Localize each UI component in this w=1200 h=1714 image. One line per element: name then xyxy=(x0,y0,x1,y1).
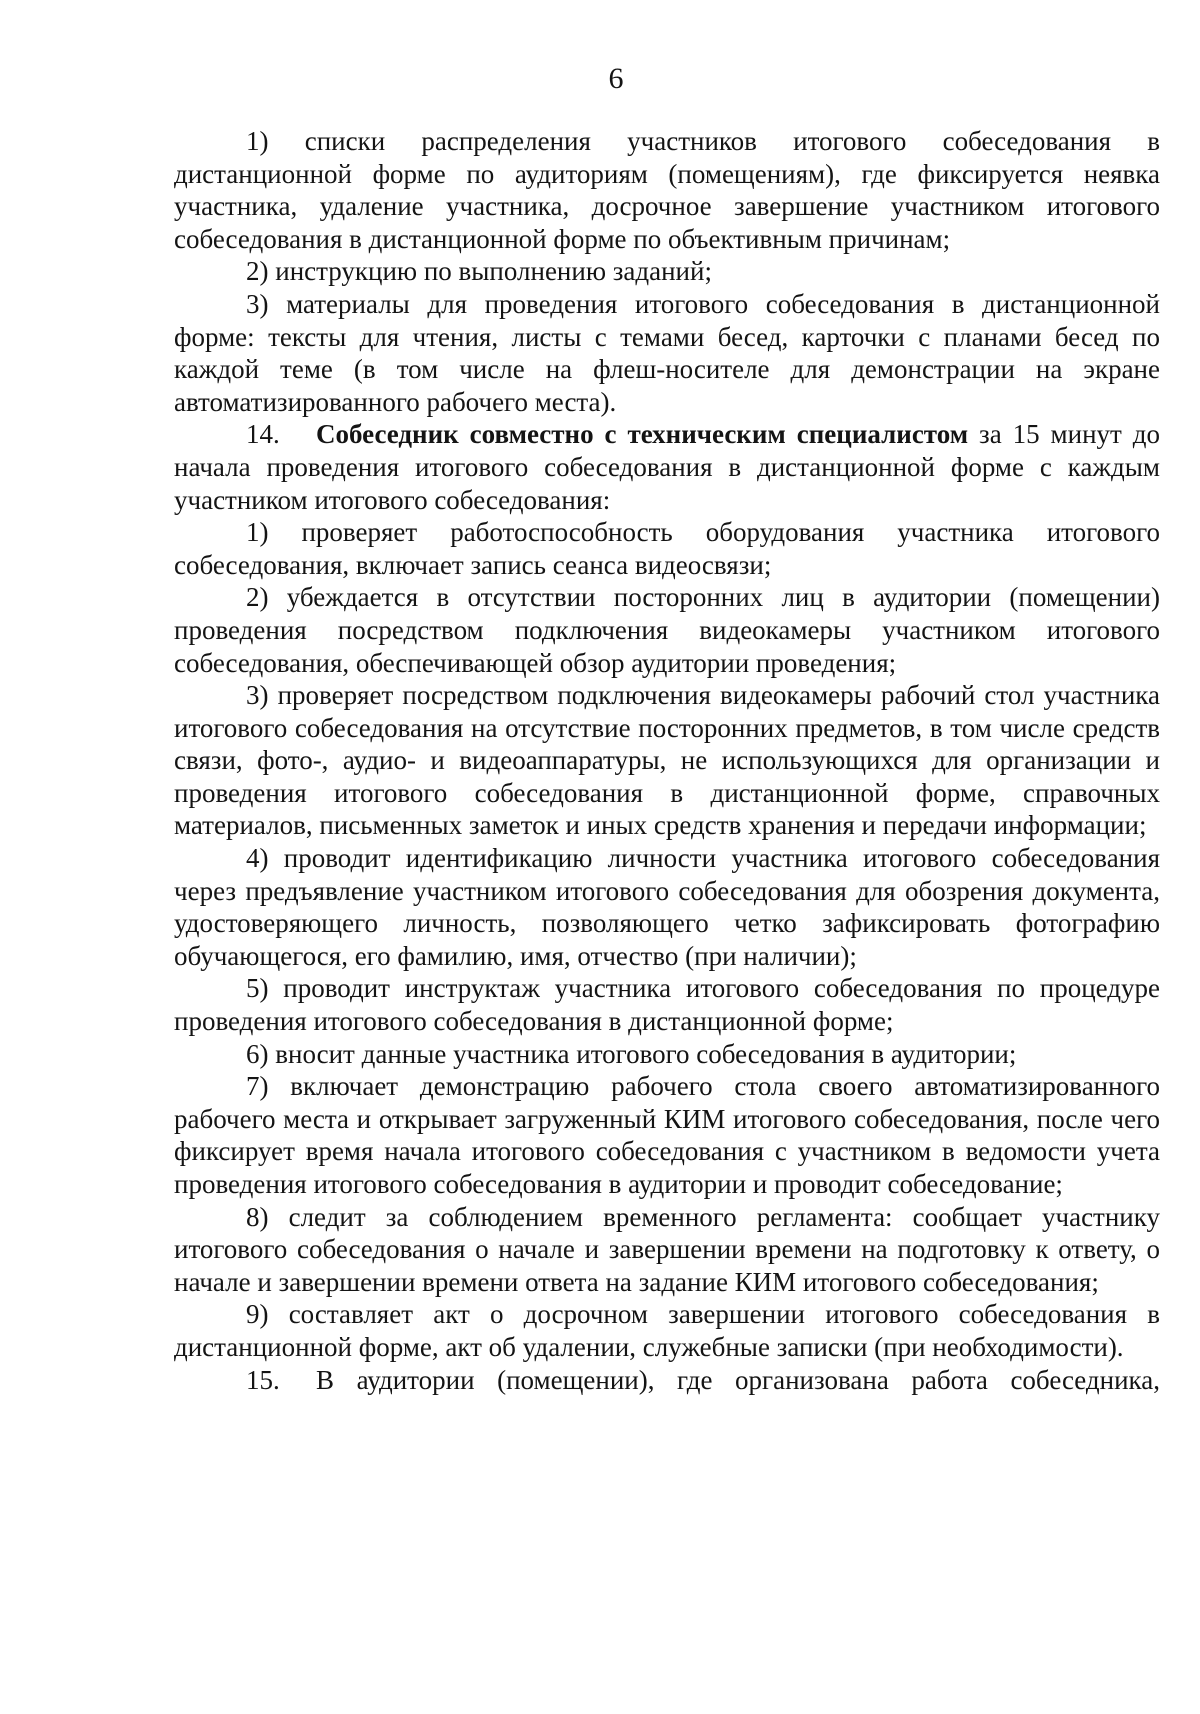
paragraph-13-1: 1) списки распределения участников итогового собеседования в дистанционной форме по аудиториям (помещениям), где фиксируется неявка участника, удаление участника, досрочное завершение участником итогового собеседования в дистанционной форме по объективным причинам; xyxy=(174,126,1160,254)
section-15-intro xyxy=(174,1364,1160,1397)
section-15-text: В аудитории (помещении), где организована работа собеседника, xyxy=(316,1364,1160,1395)
section-14-bold-lead: Собеседник совместно с техническим специалистом xyxy=(316,419,969,450)
section-14-number: 14. xyxy=(246,419,280,450)
section-14-rest: за 15 минут до начала проведения итогового собеседования в дистанционной форме с каждым участником итогового собеседования: xyxy=(174,419,1161,515)
document-body xyxy=(174,125,1160,1396)
item-14-8: 8) следит за соблюдением временного регламента: сообщает участнику итогового собеседования о начале и завершении времени на подготовку к ответу, о начале и завершении времени ответа на задание КИМ итогового собеседования; xyxy=(174,1201,1160,1297)
paragraph-13-2: 2) инструкцию по выполнению заданий; xyxy=(246,256,712,287)
item-14-4: 4) проводит идентификацию личности участника итогового собеседования через предъявление участником итогового собеседования для обозрения документа, удостоверяющего личность, позволяющего четко зафиксировать фотографию обучающегося, его фамилию, имя, отчество (при наличии); xyxy=(174,843,1160,971)
item-14-2: 2) убеждается в отсутствии посторонних лиц в аудитории (помещении) проведения посредством подключения видеокамеры участником итогового собеседования, обеспечивающей обзор аудитории проведения; xyxy=(174,582,1160,678)
item-14-6: 6) вносит данные участника итогового собеседования в аудитории; xyxy=(246,1038,1017,1069)
section-15-number: 15. xyxy=(246,1364,280,1395)
paragraph-13-3: 3) материалы для проведения итогового собеседования в дистанционной форме: тексты для чтения, листы с темами бесед, карточки с планами бесед по каждой теме (в том числе на флеш-носителе для демонстрации на экране автоматизированного рабочего места). xyxy=(174,288,1160,417)
item-14-3: 3) проверяет посредством подключения видеокамеры рабочий стол участника итогового собеседования на отсутствие посторонних предметов, в том числе средств связи, фото-, аудио- и видеоаппаратуры, не использующихся для организации и проведения итогового собеседования в дистанционной форме, справочных материалов, письменных заметок и иных средств хранения и передачи информации; xyxy=(174,680,1160,841)
item-14-9: 9) составляет акт о досрочном завершении итогового собеседования в дистанционной форме, акт об удалении, служебные записки (при необходимости). xyxy=(174,1299,1160,1362)
item-14-7: 7) включает демонстрацию рабочего стола своего автоматизированного рабочего места и открывает загруженный КИМ итогового собеседования, после чего фиксирует время начала итогового собеседования с участником в ведомости учета проведения итогового собеседования в аудитории и проводит собеседование; xyxy=(174,1071,1160,1199)
item-14-1: 1) проверяет работоспособность оборудования участника итогового собеседования, включает запись сеанса видеосвязи; xyxy=(174,517,1160,580)
section-14-intro xyxy=(174,418,1160,516)
item-14-5: 5) проводит инструктаж участника итогового собеседования по процедуре проведения итогового собеседования в дистанционной форме; xyxy=(174,973,1160,1037)
page-number: 6 xyxy=(608,62,624,95)
